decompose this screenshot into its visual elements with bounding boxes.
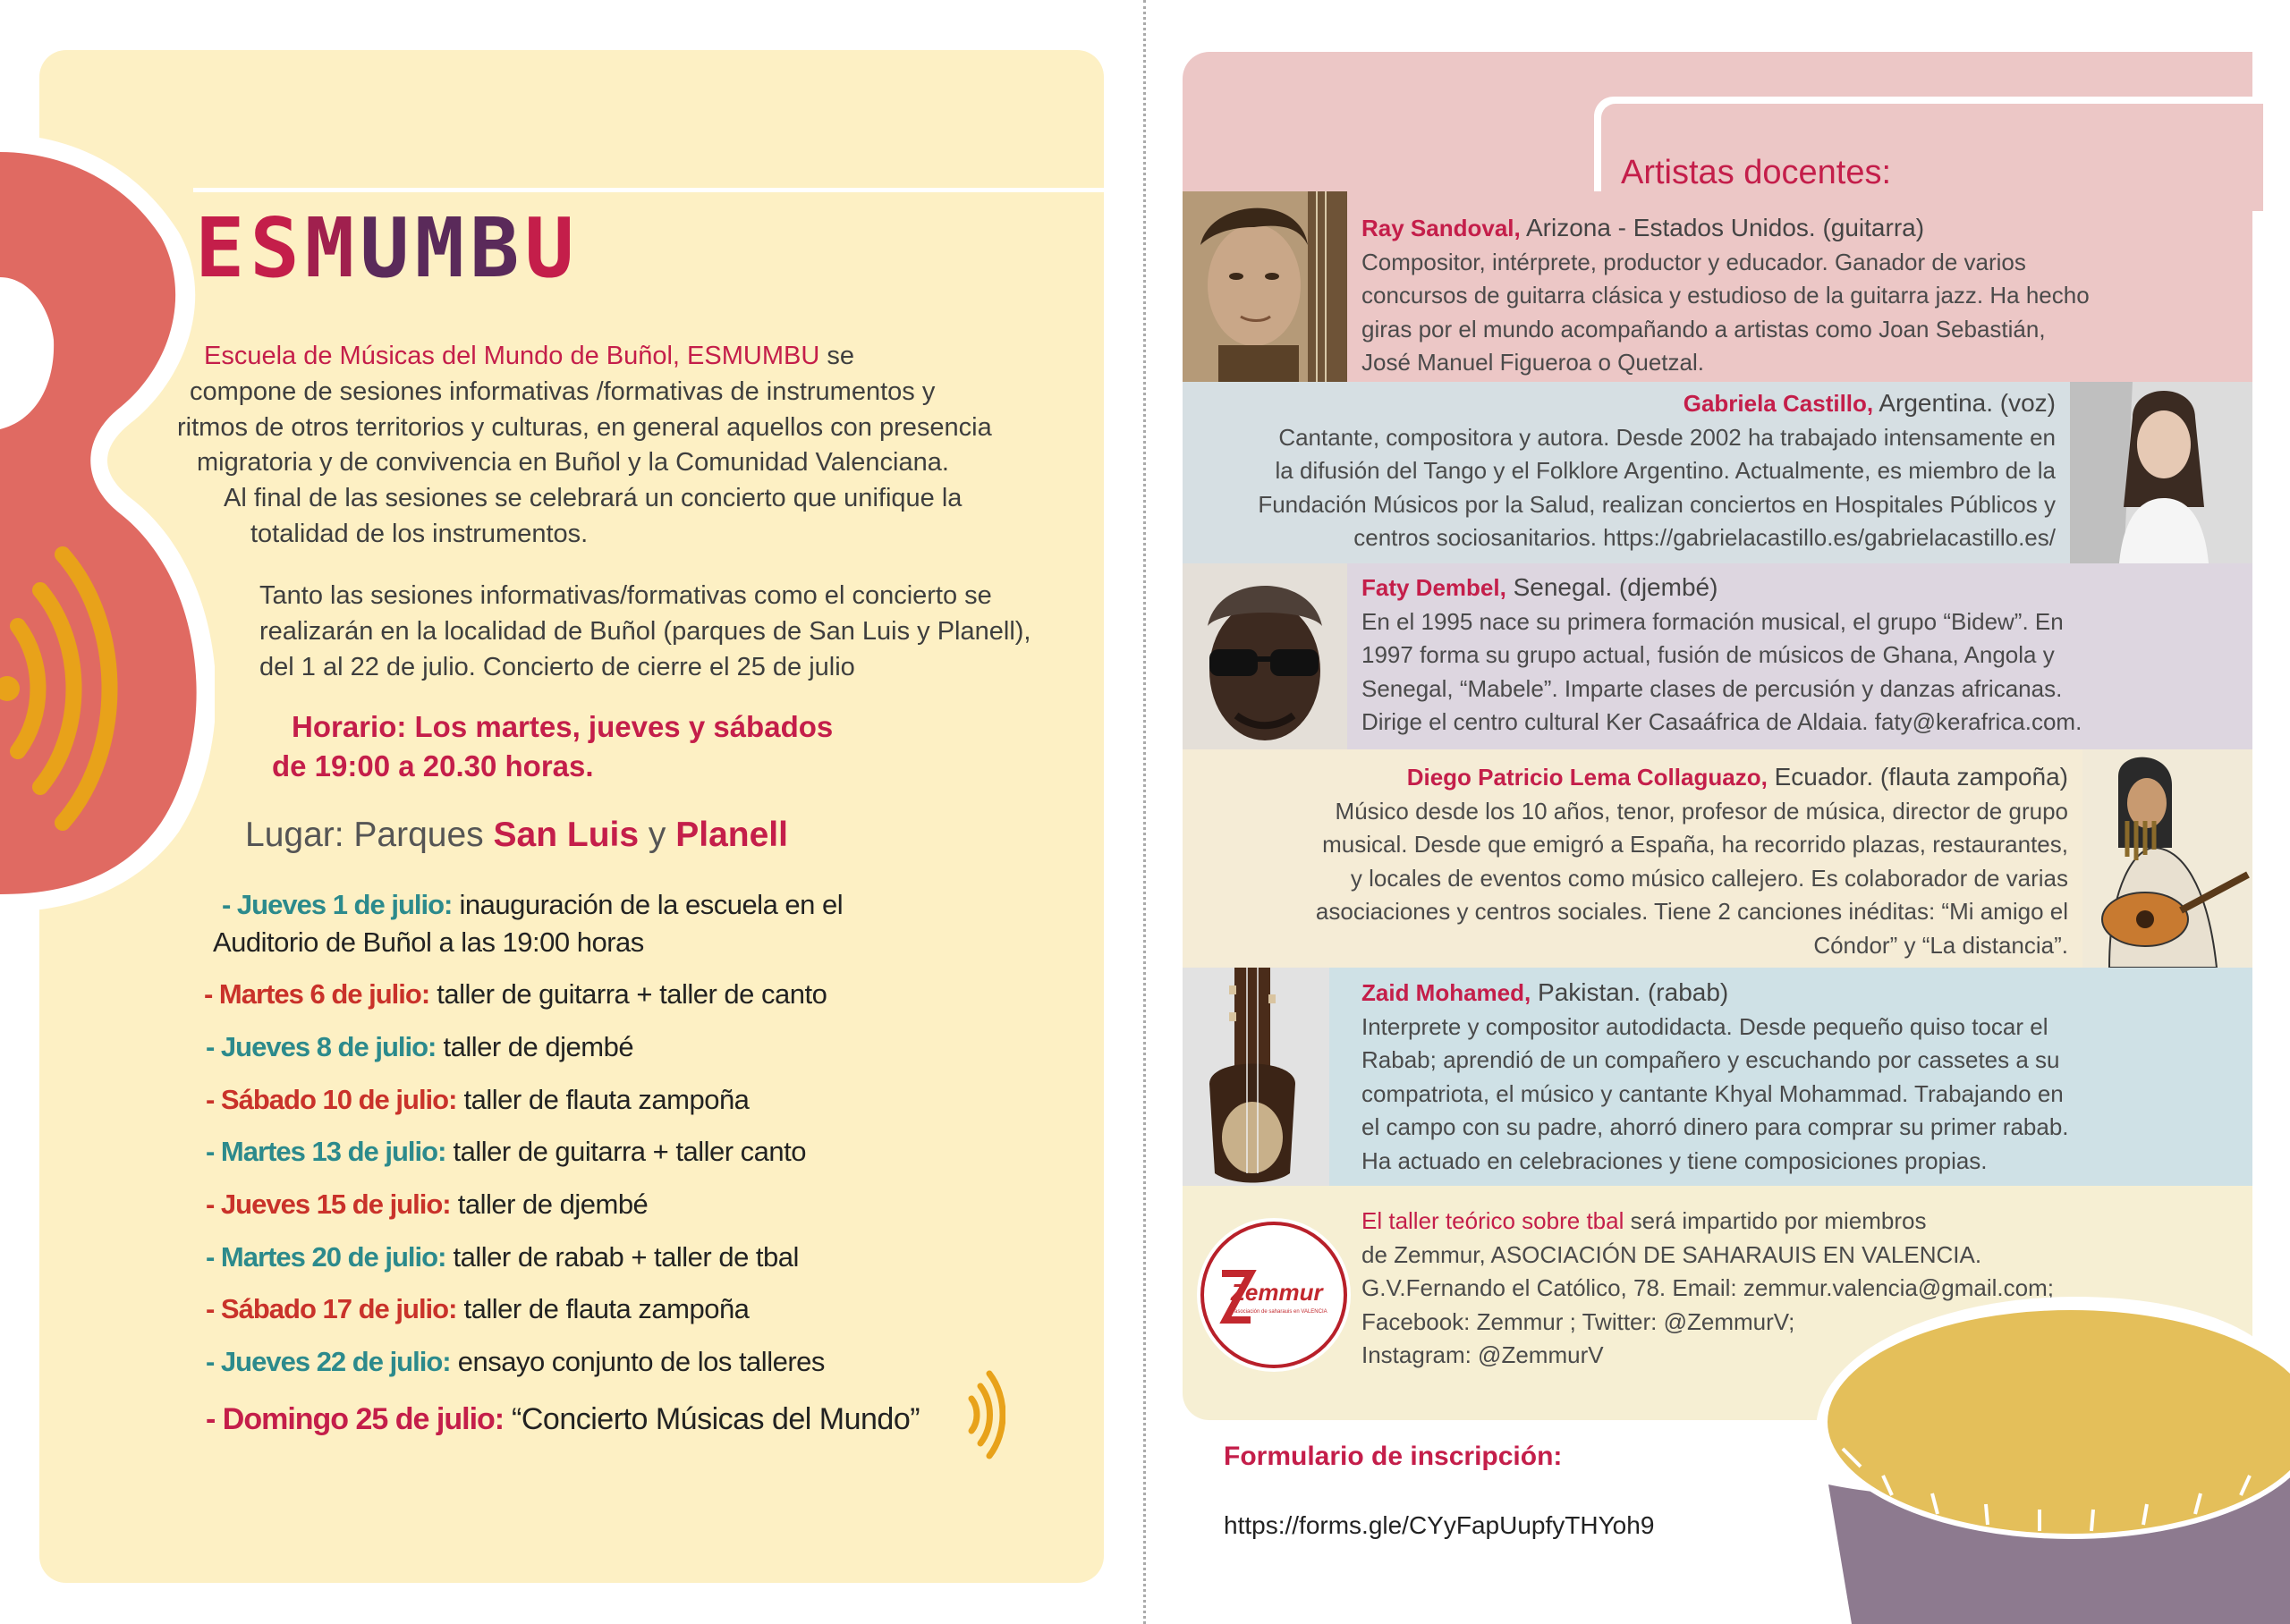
artist-name: Diego Patricio Lema Collaguazo, bbox=[1406, 764, 1768, 791]
zemmur-logo-subtext: asociación de saharauis en VALENCIA bbox=[1234, 1309, 1327, 1315]
schedule-item: - Sábado 10 de julio: taller de flauta zampoña bbox=[206, 1084, 750, 1115]
title-letter: E bbox=[195, 200, 250, 296]
page-divider bbox=[1143, 0, 1146, 1624]
schedule-item: - Jueves 15 de julio: taller de djembé bbox=[206, 1188, 649, 1220]
diego-lema-illustration bbox=[2082, 749, 2252, 968]
title-letter: B bbox=[469, 200, 525, 296]
tbal-workshop-highlight: El taller teórico sobre tbal bbox=[1361, 1207, 1624, 1234]
intro-line-1: Escuela de Músicas del Mundo de Buñol, ESMUMBU se bbox=[204, 342, 854, 370]
title-letter: M bbox=[304, 200, 360, 296]
schedule-item: - Martes 20 de julio: taller de rabab + taller de tbal bbox=[206, 1241, 799, 1273]
form-label: Formulario de inscripción: bbox=[1224, 1442, 1563, 1471]
place-planell: Planell bbox=[675, 816, 788, 854]
intro-line-2: compone de sesiones informativas /formativas de instrumentos y bbox=[190, 377, 936, 406]
title-letter: M bbox=[414, 200, 470, 296]
zemmur-logo-text: Zemmur bbox=[1231, 1279, 1323, 1306]
artists-heading: Artistas docentes: bbox=[1621, 154, 1892, 191]
artist-zaid-mohamed: Zaid Mohamed, Pakistan. (rabab) Interprete y compositor autodidacta. Desde pequeño quiso tocar el Rabab; aprendió de un compañero y escuchando por cassetes a su compatriota, el músico y cantante Khyal Mohammad. Trabajando en el campo con su padre, ahorró dinero para comprar su primer rabab. Ha actuado en celebraciones y tiene composiciones propias. bbox=[1361, 978, 2069, 1174]
title-letter: U bbox=[524, 200, 580, 296]
artist-ray-sandoval: Ray Sandoval, Arizona - Estados Unidos. (guitarra) Compositor, intérprete, productor y educador. Ganador de varios concursos de guitarra clásica y estudioso de la guitarra jazz. Ha hecho giras por el mundo acompañando a artistas como Joan Sebastián, José Manuel Figueroa o Quetzal. bbox=[1361, 214, 2090, 376]
artist-name: Ray Sandoval, bbox=[1361, 215, 1521, 241]
guitar-body-illustration bbox=[0, 125, 215, 921]
faty-dembel-photo bbox=[1183, 563, 1347, 749]
intro-p2-line-1: Tanto las sesiones informativas/formativas como el concierto se bbox=[259, 581, 992, 610]
schedule-item: - Martes 13 de julio: taller de guitarra + taller canto bbox=[206, 1136, 806, 1167]
registration-form-link[interactable]: https://forms.gle/CYyFapUupfyTHYoh9 bbox=[1224, 1511, 1655, 1539]
horario-line-1: Horario: Los martes, jueves y sábados bbox=[292, 710, 834, 743]
schedule-item: - Sábado 17 de julio: taller de flauta zampoña bbox=[206, 1293, 750, 1324]
schedule-item: - Jueves 22 de julio: ensayo conjunto de los talleres bbox=[206, 1346, 825, 1377]
artist-name: Zaid Mohamed, bbox=[1361, 979, 1531, 1006]
page-title bbox=[195, 200, 580, 296]
intro-line-3: ritmos de otros territorios y culturas, en general aquellos con presencia bbox=[177, 413, 992, 442]
rabab-instrument-photo bbox=[1183, 968, 1329, 1186]
schedule-item: - Jueves 1 de julio: inauguración de la escuela en el bbox=[222, 889, 844, 920]
intro-line-6: totalidad de los instrumentos. bbox=[250, 520, 589, 548]
zemmur-info: El taller teórico sobre tbal será impartido por miembros de Zemmur, ASOCIACIÓN DE SAHARAUIS EN VALENCIA. G.V.Fernando el Católico, 78. Email: zemmur.valencia@gmail.com; Facebook: Zemmur ; Twitter: @ZemmurV; Instagram: @ZemmurV bbox=[1361, 1207, 2054, 1368]
school-name-highlight: Escuela de Músicas del Mundo de Buñol, ESMUMBU bbox=[204, 342, 820, 370]
schedule-item-cont: Auditorio de Buñol a las 19:00 horas bbox=[213, 926, 644, 958]
artist-gabriela-castillo: Gabriela Castillo, Argentina. (voz) Cantante, compositora y autora. Desde 2002 ha trabajado intensamente en la difusión del Tango y el Folklore Argentino. Actualmente, es miembro de la Fundación Músicos por la Salud, realizan conciertos en Hospitales Públicos y centros sociosanitarios. https://gabrielacastillo.es/gabrielacastillo.es/ bbox=[1258, 389, 2056, 551]
intro-line-5: Al final de las sesiones se celebrará un concierto que unifique la bbox=[224, 484, 963, 512]
title-letter: U bbox=[360, 200, 415, 296]
lugar-line: Lugar: Parques San Luis y Planell bbox=[245, 816, 788, 854]
intro-line-4: migratoria y de convivencia en Buñol y la Comunidad Valenciana. bbox=[197, 448, 949, 477]
title-rule bbox=[193, 188, 1106, 192]
artist-name: Faty Dembel, bbox=[1361, 574, 1506, 601]
schedule-item-concert: - Domingo 25 de julio: “Concierto Músicas del Mundo” bbox=[206, 1402, 920, 1436]
intro-p2-line-2: realizarán en la localidad de Buñol (parques de San Luis y Planell), bbox=[259, 617, 1031, 646]
schedule-item: - Martes 6 de julio: taller de guitarra + taller de canto bbox=[204, 978, 827, 1010]
artist-diego-lema: Diego Patricio Lema Collaguazo, Ecuador. (flauta zampoña) Músico desde los 10 años, tenor, profesor de música, director de grupo musical. Desde que emigró a España, ha recorrido plazas, restaurantes, y locales de eventos como músico callejero. Es colaborador de varias asociaciones y centros sociales. Tiene 2 canciones inéditas: “Mi amigo el Cóndor” y “La distancia”. bbox=[1315, 763, 2068, 959]
artist-faty-dembel: Faty Dembel, Senegal. (djembé) En el 1995 nace su primera formación musical, el grupo “Bidew”. En 1997 forma su grupo actual, fusión de músicos de Ghana, Angola y Senegal, “Mabele”. Imparte clases de percusión y danzas africanas. Dirige el centro cultural Ker Casaáfrica de Aldaia. faty@kerafrica.com. bbox=[1361, 573, 2082, 735]
ray-sandoval-photo bbox=[1183, 191, 1347, 382]
sound-waves-icon bbox=[966, 1365, 1005, 1463]
intro-p2-line-3: del 1 al 22 de julio. Concierto de cierre el 25 de julio bbox=[259, 653, 855, 681]
gabriela-castillo-photo bbox=[2070, 382, 2252, 563]
place-san-luis: San Luis bbox=[493, 816, 640, 854]
artist-name: Gabriela Castillo, bbox=[1683, 390, 1874, 417]
schedule-item: - Jueves 8 de julio: taller de djembé bbox=[206, 1031, 634, 1062]
drum-illustration bbox=[1816, 1297, 2290, 1624]
title-letter: S bbox=[250, 200, 305, 296]
zemmur-logo bbox=[1195, 1216, 1353, 1374]
horario-line-2: de 19:00 a 20.30 horas. bbox=[272, 749, 594, 782]
